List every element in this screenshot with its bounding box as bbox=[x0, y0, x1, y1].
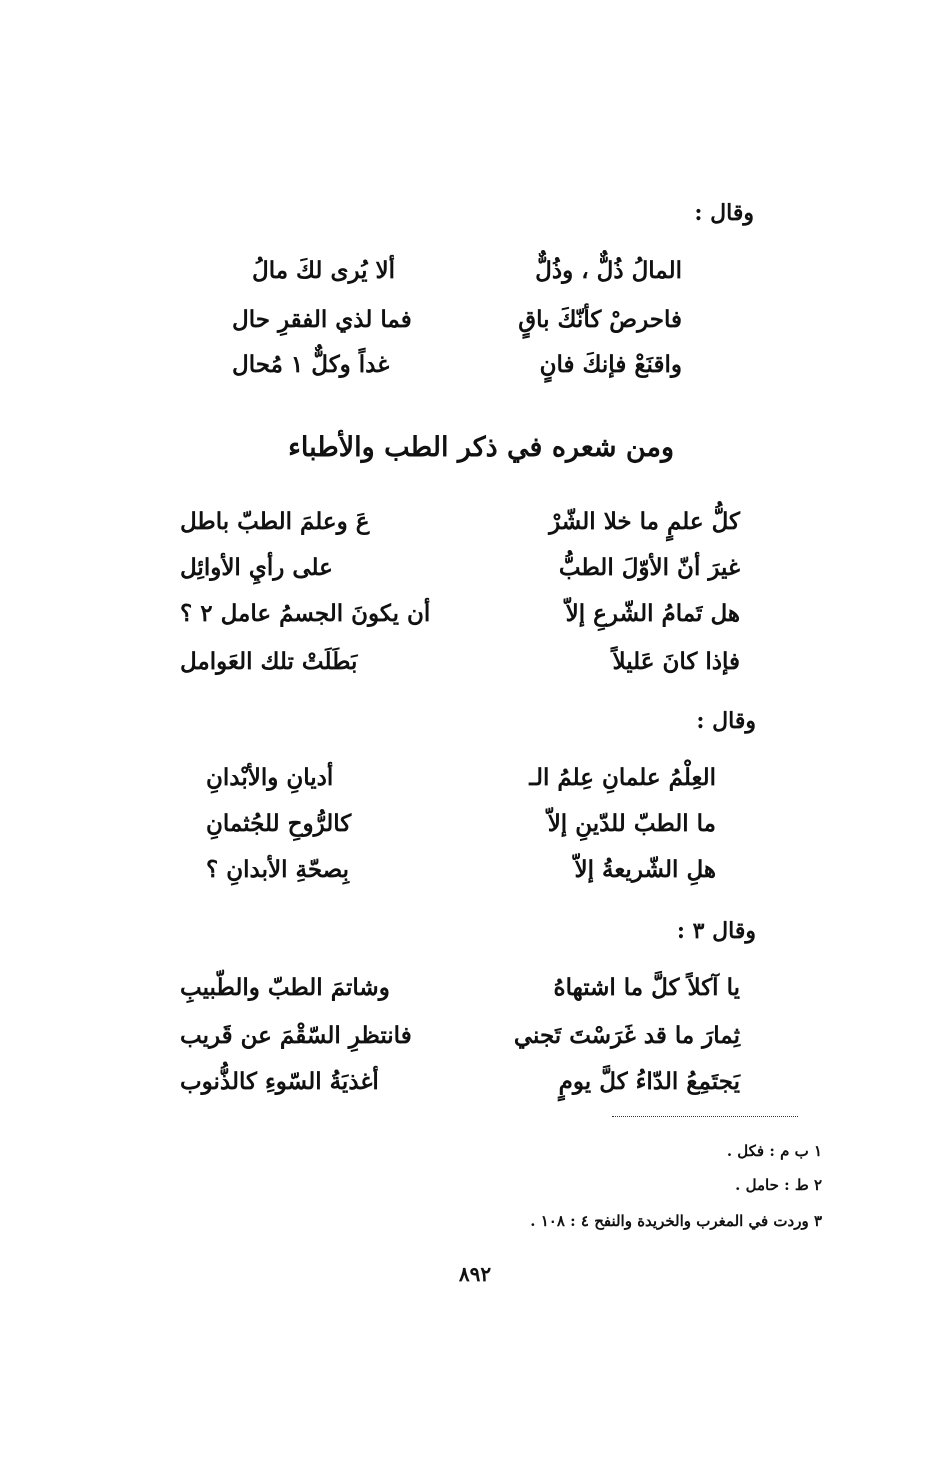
verse-first-hemistich: يا آكلاً كلَّ ما اشتهاهُ bbox=[553, 974, 740, 1001]
footnote: ١ ب م : فكل . bbox=[726, 1142, 822, 1160]
verse-line bbox=[206, 804, 716, 844]
verse-line bbox=[206, 758, 716, 798]
verse-line bbox=[180, 1062, 740, 1102]
verse-second-hemistich: فانتظرِ السّقْمَ عن قَريب bbox=[180, 1022, 412, 1049]
footnote: ٢ ط : حامل . bbox=[735, 1176, 822, 1194]
verse-first-hemistich: هلِ الشّريعةُ إلاّ bbox=[574, 856, 716, 883]
section-title: ومن شعره في ذكر الطب والأطباء bbox=[288, 432, 674, 463]
verse-second-hemistich: كالرُّوحِ للجُثمانِ bbox=[206, 810, 352, 837]
verse-first-hemistich: كلُّ علمٍ ما خلا الشّرْ bbox=[549, 508, 740, 535]
verse-line bbox=[180, 968, 740, 1008]
verse-second-hemistich: أديانِ والأبْدانِ bbox=[206, 764, 334, 791]
poem-intro: وقال : bbox=[696, 708, 756, 734]
verse-line bbox=[206, 850, 716, 890]
verse-second-hemistich: على رأيِ الأوائِل bbox=[180, 554, 333, 581]
verse-line bbox=[180, 1016, 740, 1056]
verse-line bbox=[180, 642, 740, 682]
verse-line bbox=[232, 345, 682, 385]
verse-first-hemistich: فاحرصْ كأنّكَ باقٍ bbox=[518, 306, 682, 333]
verse-second-hemistich: بَطَلَتْ تلك العَوامل bbox=[180, 648, 358, 675]
verse-line bbox=[180, 502, 740, 542]
verse-first-hemistich: غيرَ أنّ الأوّلَ الطبُّ bbox=[558, 554, 740, 581]
verse-first-hemistich: فإذا كانَ عَليلاً bbox=[612, 648, 740, 675]
verse-second-hemistich: فما لذي الفقرِ حال bbox=[232, 306, 412, 333]
verse-second-hemistich: عَ وعلمَ الطبّ باطل bbox=[180, 508, 370, 535]
poem-intro: وقال ٣ : bbox=[676, 918, 756, 944]
page-number: ٨٩٢ bbox=[458, 1262, 492, 1286]
verse-first-hemistich: المالُ ذُلٌّ ، وذُلٌّ bbox=[535, 257, 682, 284]
verse-line bbox=[232, 300, 682, 340]
footnote-separator bbox=[612, 1116, 798, 1117]
verse-second-hemistich: ألا يُرى لكَ مالُ bbox=[252, 257, 396, 284]
verse-first-hemistich: ثِمارَ ما قد غَرَسْتَ تَجني bbox=[513, 1022, 740, 1049]
verse-second-hemistich: بِصحّةِ الأبدانِ ؟ bbox=[206, 856, 350, 883]
verse-line bbox=[180, 594, 740, 634]
verse-first-hemistich: واقنَعْ فإنكَ فانٍ bbox=[539, 351, 682, 378]
verse-second-hemistich: أن يكونَ الجسمُ عامل ٢ ؟ bbox=[180, 600, 431, 627]
verse-line bbox=[180, 548, 740, 588]
verse-line bbox=[252, 251, 682, 291]
verse-first-hemistich: يَجتَمِعُ الدّاءُ كلَّ يومٍ bbox=[558, 1068, 740, 1095]
verse-second-hemistich: غداً وكلٌّ ١ مُحال bbox=[232, 351, 390, 378]
footnote: ٣ وردت في المغرب والخريدة والنفح ٤ : ١٠٨ . bbox=[530, 1212, 822, 1230]
verse-first-hemistich: ما الطبّ للدّينِ إلاّ bbox=[547, 810, 716, 837]
verse-first-hemistich: العِلْمُ علمانِ عِلمُ الـ bbox=[529, 764, 716, 791]
poem-intro: وقال : bbox=[694, 200, 754, 226]
verse-first-hemistich: هل تَمامُ الشّرعِ إلاّ bbox=[565, 600, 740, 627]
verse-second-hemistich: وشاتمَ الطبّ والطّبيبِ bbox=[180, 974, 390, 1001]
verse-second-hemistich: أغذيَةُ السّوءِ كالذُّنوب bbox=[180, 1068, 379, 1095]
